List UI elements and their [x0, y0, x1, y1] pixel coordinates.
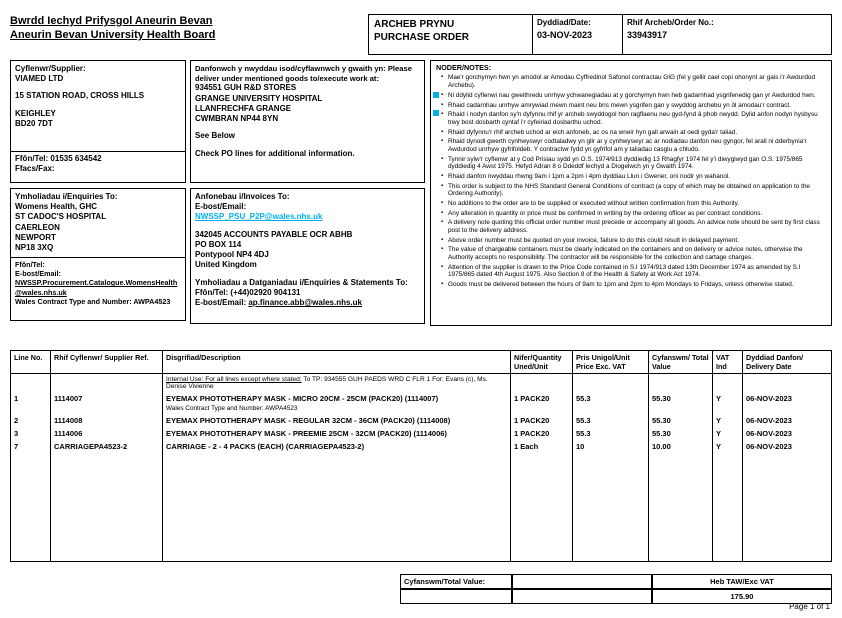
table-cell-empty — [713, 453, 743, 561]
note-item: ▪ Ni ddylid cyflenwi nau gweithredu unrhyw ychwanegiadau at y gorchymyn hwn heb gadarnhad ysgrifenedig gan yr Awdurdod hwn. — [441, 92, 826, 100]
total-value-label: Cyfanswm/Total Value: — [400, 574, 512, 589]
order-number-box — [622, 14, 832, 55]
deliver-label-welsh: Danfonwch y nwyddau isod/cyflawnwch y gwaith yn: — [195, 64, 386, 73]
note-item: ▪ Rhaid danfon nwyddau rhwng 9am i 1pm a 2pm i 4pm dyddiau Llun i Gwener, oni nodir yn wahanol. — [441, 173, 826, 181]
unit-price-cell: 10 — [573, 440, 649, 453]
statements-email-link[interactable]: ap.finance.abb@wales.nhs.uk — [248, 298, 362, 308]
order-number-value: 33943917 — [627, 30, 668, 40]
col-header-line-no: Line No. — [11, 351, 51, 374]
note-item: ▪ The value of chargeable containers must be clearly indicated on the containers and on delivery or advice notes, otherwise the Authority accepts no responsibility. The contractor will be responsible for the collection and cartage charges. — [441, 246, 826, 261]
total-value-cell: 10.00 — [649, 440, 713, 453]
page-number: Page 1 of 1 — [789, 602, 830, 611]
line-no-cell: 2 — [11, 414, 51, 427]
check-po-lines-note: Check PO lines for additional information. — [195, 148, 355, 158]
supplier-ref-cell: 1114008 — [51, 414, 163, 427]
note-item: ▪ No additions to the order are to be supplied or executed without written confirmation from this Authority. — [441, 200, 826, 208]
supplier-address-line: BD20 7DT — [15, 118, 53, 128]
enquiries-line: Womens Health, GHC — [15, 202, 98, 212]
invoices-box — [190, 188, 425, 324]
vat-ind-cell: Y — [713, 440, 743, 453]
item-description: EYEMAX PHOTOTHERAPY MASK - PREEMIE 25CM - 32CM (PACK20) (1114006) — [166, 429, 447, 438]
quantity-cell: 1 PACK20 — [511, 427, 573, 440]
table-cell-empty — [743, 453, 831, 561]
order-date-box — [532, 14, 623, 55]
statements-email-label: E-bost/Email: — [195, 298, 247, 308]
note-item: ▪ Rhaid dyfynnu'r rhif archeb uchod ar eich anfoneb, ac os na wneir hyn gall arwain at oedi gyda'r taliad. — [441, 129, 826, 137]
total-value-cell: 55.30 — [649, 414, 713, 427]
table-cell-empty — [51, 453, 163, 561]
note-item: ▪ A delivery note quoting this official order number must precede or accompany all goods. An advice note should be sent by first class post to the delivery address. — [441, 219, 826, 234]
table-cell-empty — [743, 374, 831, 392]
description-cell — [163, 414, 511, 427]
quantity-cell: 1 PACK20 — [511, 414, 573, 427]
supplier-box — [10, 60, 186, 152]
totals-empty-cell — [512, 589, 652, 604]
supplier-name: VIAMED LTD — [15, 74, 64, 84]
totals-strip — [400, 574, 832, 604]
invoices-email-label: E-bost/Email: — [195, 202, 247, 212]
notes-title: NODER/NOTES: — [436, 63, 492, 72]
col-header-description: Disgrifiad/Description — [163, 351, 511, 374]
highlight-marker — [433, 110, 439, 116]
vat-ind-cell: Y — [713, 414, 743, 427]
table-cell-empty — [649, 374, 713, 392]
note-item: ▪ Rhaid dynodi gwerth cynhwyswyr codtaladwy yn glir ar y cynhwyswyr ac ar nodiadau danfon neu gyngor, fel arall ni dderbynia'r Awdurdod unrhyw gyfrifoldeb. Y contractwr fydd yn gyfrifol am y taliadau casglu a chludo. — [441, 138, 826, 153]
table-cell-empty — [51, 374, 163, 392]
enquiries-box — [10, 188, 186, 258]
notes-box — [430, 60, 832, 326]
line-no-cell: 3 — [11, 427, 51, 440]
enquiries-contact-box — [10, 257, 186, 321]
see-below-note: See Below — [195, 131, 236, 141]
note-item: ▪ Any alteration in quantity or price must be confirmed in writing by the ordering officer as per contract conditions. — [441, 210, 826, 218]
supplier-phone-label: Ffôn/Tel: — [15, 154, 49, 163]
document-title-english: PURCHASE ORDER — [374, 32, 470, 43]
order-date-value: 03-NOV-2023 — [537, 30, 593, 40]
enquiries-label: Ymholiadau i/Enquiries To: — [15, 192, 118, 201]
wales-contract-number: Wales Contract Type and Number: AWPA4523 — [15, 296, 171, 306]
description-cell — [163, 440, 511, 453]
note-item: ▪ Mae'r gorchymyn hwn yn amodol ar Amodau Cyffredinol Safonol contractau GIG (fel y gellir cael copi ohonynt ar gais i'r Awdurdod Archebu). — [441, 74, 826, 89]
deliver-address-line: LLANFRECHFA GRANGE — [195, 103, 292, 113]
exc-vat-label: Heb TAW/Exc VAT — [652, 574, 832, 589]
invoices-address-line: United Kingdom — [195, 260, 257, 270]
supplier-phone-box — [10, 151, 186, 183]
supplier-ref-cell: 1114006 — [51, 427, 163, 440]
supplier-phone-value: 01535 634542 — [50, 154, 102, 163]
enquiries-email-label: E-bost/Email: — [15, 269, 61, 279]
table-cell-empty — [11, 453, 51, 561]
table-cell-empty — [163, 453, 511, 561]
invoices-address-line: Pontypool NP4 4DJ — [195, 250, 269, 260]
total-value-cell: 55.30 — [649, 427, 713, 440]
org-name-english: Aneurin Bevan University Health Board — [10, 28, 216, 41]
unit-price-cell: 55.3 — [573, 414, 649, 427]
note-item: ▪ Rhaid cadarnhau unrhyw amrywiad mewn maint neu bris mewn ysgrifen gan y swyddog archebu yn ôl amodau'r contract. — [441, 102, 826, 110]
statements-label: Ymholiadau a Datganiadau i/Enquiries & Statements To: — [195, 277, 408, 287]
deliver-to-box — [190, 60, 425, 183]
note-item: ▪ Goods must be delivered between the hours of 9am to 1pm and 2pm to 4pm Mondays to Fridays, unless otherwise stated. — [441, 281, 826, 289]
org-name-block — [10, 15, 362, 43]
internal-use-underlined: Internal Use: For all lines except where stated: — [166, 376, 302, 383]
item-description: CARRIAGE - 2 - 4 PACKS (EACH) (CARRIAGEPA4523-2) — [166, 442, 365, 451]
col-header-unit-price: Pris Unigol/Unit Price Exc. VAT — [573, 351, 649, 374]
line-items-table — [10, 350, 832, 562]
description-cell — [163, 427, 511, 440]
table-cell-empty — [573, 374, 649, 392]
delivery-date-cell: 06-NOV-2023 — [746, 394, 792, 403]
col-header-total-value: Cyfanswm/ Total Value — [649, 351, 713, 374]
order-number-label: Rhif Archeb/Order No.: — [627, 18, 714, 27]
supplier-ref-cell: CARRIAGEPA4523-2 — [51, 440, 163, 453]
invoices-label: Anfonebau i/Invoices To: — [195, 192, 290, 201]
org-name-welsh: Bwrdd Iechyd Prifysgol Aneurin Bevan — [10, 15, 213, 27]
highlight-marker — [433, 92, 439, 98]
deliver-address-line: CWMBRAN NP44 8YN — [195, 114, 279, 124]
enquiries-line: NP18 3XQ — [15, 243, 54, 253]
supplier-label: Cyflenwr/Supplier: — [15, 64, 86, 73]
invoices-email-link[interactable]: NWSSP_PSU_P2P@wales.nhs.uk — [195, 212, 323, 222]
col-header-vat-ind: VAT Ind — [713, 351, 743, 374]
delivery-date-cell: 06-NOV-2023 — [746, 416, 792, 425]
enquiries-email-link[interactable]: NWSSP.Procurement.Catalogue.WomensHealth@wales.nhs.uk — [15, 278, 178, 297]
total-exc-vat-value: 175.90 — [652, 589, 832, 604]
note-item: ▪ This order is subject to the NHS Standard General Conditions of contract (a copy of which may be obtained on application to the Ordering Authority). — [441, 183, 826, 198]
line-no-cell: 1 — [11, 392, 51, 414]
note-item: ▪ Attention of the supplier is drawn to the Price Code contained in S.I 1974/913 dated 13th December 1974 as amended by S.I 1975/865 dated 4th August 1975. Also Section 8 of the Health & Safety at Work Act 1974. — [441, 264, 826, 279]
invoices-address-line: 342045 ACCOUNTS PAYABLE OCR ABHB — [195, 229, 353, 239]
supplier-fax-label: Ffacs/Fax: — [15, 164, 55, 174]
delivery-date-cell: 06-NOV-2023 — [746, 442, 792, 451]
internal-use-rest: To TP: 934555 GUH PAEDS WRD C FLR 1 For: Evans (c), Ms. Denise Vivienne — [166, 376, 488, 390]
note-item: ▪ Above order number must be quoted on your invoice, failure to do this could result in delayed payment. — [441, 237, 826, 245]
totals-empty-cell — [400, 589, 512, 604]
supplier-address-line: KEIGHLEY — [15, 108, 56, 118]
unit-price-cell: 55.3 — [573, 392, 649, 414]
deliver-address-line: 934551 GUH R&D STORES — [195, 83, 297, 93]
table-cell-empty — [573, 453, 649, 561]
vat-ind-cell: Y — [713, 427, 743, 440]
item-description: EYEMAX PHOTOTHERAPY MASK - REGULAR 32CM - 36CM (PACK20) (1114008) — [166, 416, 451, 425]
table-cell-empty — [511, 374, 573, 392]
order-date-label: Dyddiad/Date: — [537, 18, 591, 27]
deliver-address-line: GRANGE UNIVERSITY HOSPITAL — [195, 93, 323, 103]
invoices-address-line: PO BOX 114 — [195, 239, 242, 249]
quantity-cell: 1 PACK20 — [511, 392, 573, 414]
col-header-supplier-ref: Rhif Cyflenwr/ Supplier Ref. — [51, 351, 163, 374]
enquiries-line: CAERLEON — [15, 222, 60, 232]
table-cell-empty — [511, 453, 573, 561]
internal-use-note — [163, 374, 511, 392]
vat-ind-cell: Y — [713, 392, 743, 414]
col-header-quantity: Nifer/Quantity Uned/Unit — [511, 351, 573, 374]
description-cell — [163, 392, 511, 414]
document-title-box — [368, 14, 533, 55]
totals-empty-cell — [512, 574, 652, 589]
item-description: EYEMAX PHOTOTHERAPY MASK - MICRO 20CM - 25CM (PACK20) (1114007) — [166, 394, 439, 403]
table-cell-empty — [11, 374, 51, 392]
table-cell-empty — [713, 374, 743, 392]
note-item: ▪ Rhaid i nodyn danfon sy'n dyfynnu rhif yr archeb swyddogol hon ragflaenu neu gyd-fynd â phob nwydd. Dylid anfon nodyn hysbysu trwy bost dosbarth cyntaf i'r cyfeiriad dosbarthu uchod. — [441, 111, 826, 126]
note-item: ▪ Tynnir sylw'r cyflenwr at y Cod Prisiau sydd yn O.S. 1974/913 dyddiedig 13 Rhagfyr 1974 fel y'i diwygiwyd gan O.S. 1975/865 dyddiedig 4 Awst 1975. Hefyd Adran 8 o Ddeddf Iechyd a Diogelwch yn y Gwaith 1974. — [441, 156, 826, 171]
table-cell-empty — [649, 453, 713, 561]
enquiries-line: ST CADOC'S HOSPITAL — [15, 212, 107, 222]
supplier-ref-cell: 1114007 — [51, 392, 163, 414]
enquiries-line: NEWPORT — [15, 232, 56, 242]
deliver-label-english: Please deliver under mentioned goods to/execute work at: — [195, 64, 412, 83]
delivery-date-cell: 06-NOV-2023 — [746, 429, 792, 438]
statements-phone-line: Ffôn/Tel: (+44)02920 904131 — [195, 287, 301, 297]
enquiries-phone-label: Ffôn/Tel: — [15, 260, 45, 269]
unit-price-cell: 55.3 — [573, 427, 649, 440]
document-title-welsh: ARCHEB PRYNU — [374, 19, 455, 30]
quantity-cell: 1 Each — [511, 440, 573, 453]
col-header-delivery-date: Dyddiad Danfon/ Delivery Date — [743, 351, 831, 374]
total-value-cell: 55.30 — [649, 392, 713, 414]
supplier-address-line: 15 STATION ROAD, CROSS HILLS — [15, 91, 145, 101]
item-contract-subline: Wales Contract Type and Number: AWPA4523 — [166, 405, 298, 412]
line-no-cell: 7 — [11, 440, 51, 453]
